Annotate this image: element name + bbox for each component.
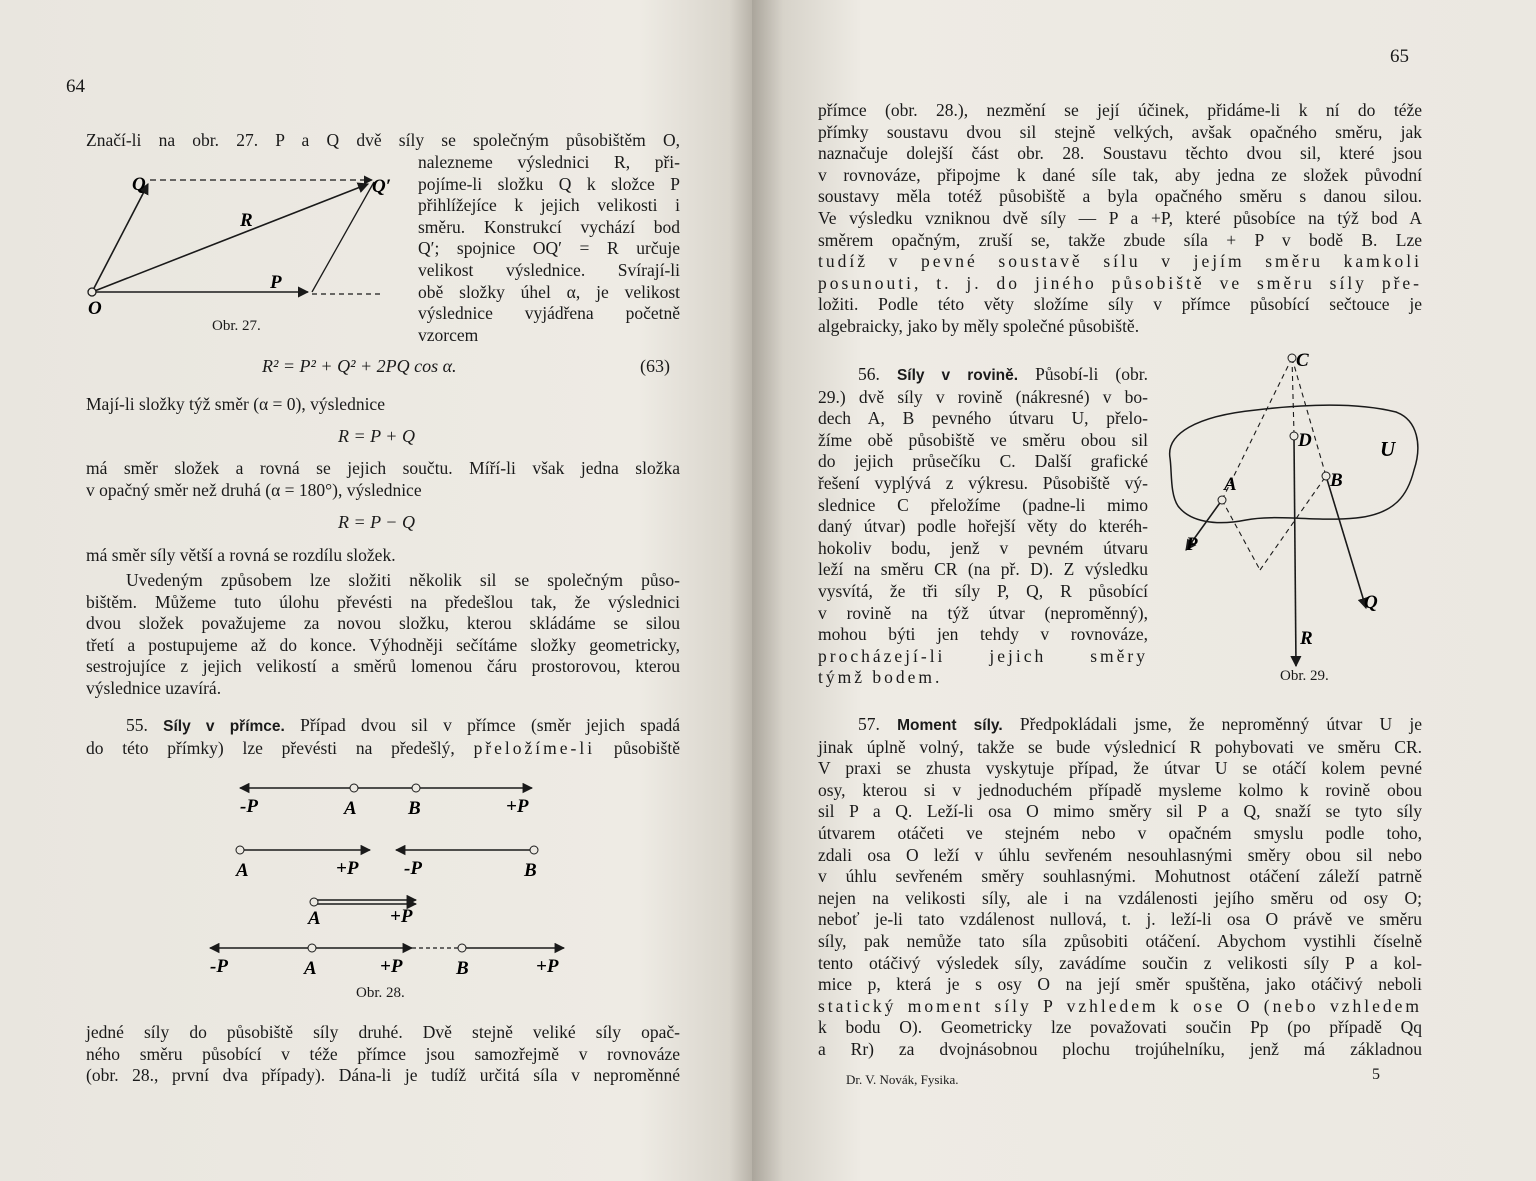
- paragraph-top-right: přímce (obr. 28.), nezmění se její účinek, přidáme-li k ní do téže přímky soustavu dvou sil stejně velkých, avšak opačného směru, jak naznačuje dolejší část obr. 28. Soustavu těchto dvou sil, které jsou v rovnováze, připojme k dané síle tak, aby jedna ze složek původní soustavy měla totéž působiště a byla opačného směru s danou silou. Ve výsledku vzniknou dvě síly — P a +P, které působíce na týž bod A směrem opačným, zruší se, takže zbude síla + P v bodě B. Lze tudíž v pevné soustavě sílu v jejím směru kamkoli posunouti, t. j. do jiného působiště ve směru síly pře- ložiti. Podle této věty složíme síly v přímce působící sečtouce je algebraicky, jako by měly společné působiště.: [818, 100, 1422, 336]
- fig27-label-q: Q: [132, 174, 146, 195]
- paragraph-end-left: jedné síly do působiště síly druhé. Dvě stejně veliké síly opač- ného směru působící v téže přímce jsou samozřejmě v rovnováze (obr. 28., první dva případy). Dána-li je tudíž určitá síla v neproměnné: [86, 1022, 680, 1086]
- section-55-number: 55.: [126, 715, 148, 735]
- fig28-r4-plus-p: +P: [380, 956, 403, 977]
- fig28-r3-plus-p: +P: [390, 906, 413, 927]
- section-56-number: 56.: [858, 364, 880, 384]
- fig28-r1-b: B: [408, 798, 421, 819]
- fig28-r2-plus-p: +P: [336, 858, 359, 879]
- equation-sum: R = P + Q: [338, 426, 415, 446]
- fig27-label-o: O: [88, 298, 102, 319]
- section-55: 55. Síly v přímce. Případ dvou sil v přímce (směr jejich spadá do této přímky) lze převésti na předešlý, přeložíme-li působiště: [86, 715, 681, 758]
- fig28-r4-a: A: [304, 958, 317, 979]
- fig28-r4-minus-p: -P: [210, 956, 228, 977]
- section-57: 57. Moment síly. Předpokládali jsme, že neproměnný útvar U je jinak úplně volný, takže se bude výslednicí R pohybovati ve směru CR. V praxi se zhusta vyskytuje případ, že útvar U se otáčí kolem pevné osy, kterou si v jednoduchém případě mysleme kolmo k rovině obou sil P a Q. Leží-li osa O mimo směry sil P a Q, snaží se tyto síly útvarem otáčeti ve stejném nebo v opačném smyslu podle toho, zdali osa O leží v úhlu sevřeném nesouhlasnými směry obou sil nebo v úhlu sevřeném směry souhlasnými. Mohutnost otáčení záleží patrně nejen na velikosti síly, ale i na vzdálenosti jejího směru od osy O; neboť je-li tato vzdálenost nullová, t. j. leží-li osa O právě ve směru síly, pak nemůže tato síla způsobiti otáčení. Abychom vystihli číselně tento otáčivý výsledek síly, zavádíme součin z velikosti síly P a kol- mice p, která je s osy O na její směr spuštěna, jako otáčivý neboli statický moment síly P vzhledem k ose O (nebo vzhledem k bodu O). Geometricky lze považovati součin Pp (po případě Qq a Rr) za dvojnásobnou plochu trojúhelníku, jenž má základnou: [818, 714, 1423, 1059]
- paragraph-sum: má směr složek a rovná se jejich součtu. Míří-li však jedna složka v opačný směr než druhá (α = 180°), výslednice: [86, 458, 680, 500]
- fig27-label-qprime: Q′: [372, 176, 392, 197]
- intro-wrap-text: nalezneme výslednici R, při- pojíme-li složku Q k složce P přihlížejíce k jejich velikosti i směru. Konstrukcí vychází bod Q′; spojnice OQ′ = R určuje velikost výslednice. Svírají-li obě složky úhel α, je velikost výslednice vyjádřena početně vzorcem: [418, 152, 680, 345]
- fig28-r2-a: A: [236, 860, 249, 881]
- right-page: [752, 0, 1536, 1181]
- left-page: [0, 0, 752, 1181]
- fig28-r2-b: B: [524, 860, 537, 881]
- equation-63-number: (63): [640, 356, 670, 376]
- equation-63: R² = P² + Q² + 2PQ cos α.: [262, 356, 457, 376]
- figure-29: [1156, 346, 1428, 670]
- section-57-title: Moment síly.: [897, 717, 1003, 734]
- fig29-label-u: U: [1380, 437, 1396, 461]
- fig29-label-c: C: [1296, 350, 1309, 371]
- fig28-r4-b: B: [456, 958, 469, 979]
- section-57-number: 57.: [858, 714, 880, 734]
- figure-28: [200, 772, 580, 982]
- fig28-r4-plus-p2: +P: [536, 956, 559, 977]
- footer-signature: 5: [1372, 1066, 1380, 1083]
- difference-line: má směr síly větší a rovná se rozdílu složek.: [86, 545, 396, 565]
- footer-author: Dr. V. Novák, Fysika.: [846, 1072, 959, 1087]
- section-55-title: Síly v přímce.: [163, 718, 285, 735]
- fig29-label-b: B: [1330, 470, 1343, 491]
- fig28-r1-plus-p: +P: [506, 796, 529, 817]
- fig27-label-p: P: [270, 272, 282, 293]
- intro-first-line: Značí-li na obr. 27. P a Q dvě síly se společným působištěm O,: [86, 130, 680, 150]
- paragraph-several-forces: Uvedeným způsobem lze složiti několik sil se společným půso- bištěm. Můžeme tuto úlohu převésti na předešlou tak, že výslednici dvou složek považujeme za novou složku, kterou skládáme se silou třetí a postupujeme až do konce. Výhodněji sečítáme složky geometricky, sestrojujíce z jejich velikostí a směrů lomenou čáru prostorovou, kterou výslednice uzavírá.: [86, 570, 680, 698]
- page-number-right: 65: [1390, 46, 1409, 67]
- fig28-r3-a: A: [308, 908, 321, 929]
- fig29-label-a: A: [1224, 474, 1237, 495]
- fig28-r1-a: A: [344, 798, 357, 819]
- fig29-label-q: Q: [1364, 592, 1378, 613]
- same-direction-line: Mají-li složky týž směr (α = 0), výslednice: [86, 394, 385, 414]
- fig28-r1-minus-p: -P: [240, 796, 258, 817]
- fig29-label-p: P: [1186, 534, 1198, 555]
- page-number-left: 64: [66, 76, 85, 97]
- figure-27: [80, 160, 400, 320]
- section-56-title: Síly v rovině.: [896, 367, 1019, 384]
- fig28-r2-minus-p: -P: [404, 858, 422, 879]
- fig27-label-r: R: [240, 210, 253, 231]
- equation-difference: R = P − Q: [338, 512, 415, 532]
- section-56: 56. Síly v rovině. Působí-li (obr. 29.) dvě síly v rovině (nákresné) v bo- dech A, B pevného útvaru U, přelo- žíme obě působiště ve směru obou sil do jejich průsečíku C. Další grafické řešení vyplývá z výkresu. Působiště vý- slednice C přeložíme (padne-li mimo daný útvar) podle hořejší věty do kteréh- hokoliv bodu, jenž v pevném útvaru leží na směru CR (na př. D). Z výsledku vysvítá, že tři síly P, Q, R působící v rovině na týž útvar (neproměnný), mohou býti jen tehdy v rovnováze, procházejí-li jejich směry týmž bodem.: [818, 364, 1148, 688]
- fig28-caption: Obr. 28.: [356, 985, 405, 1001]
- fig29-label-r: R: [1300, 628, 1313, 649]
- fig27-caption: Obr. 27.: [212, 318, 261, 334]
- fig29-caption: Obr. 29.: [1280, 668, 1329, 684]
- fig29-label-d: D: [1298, 430, 1312, 451]
